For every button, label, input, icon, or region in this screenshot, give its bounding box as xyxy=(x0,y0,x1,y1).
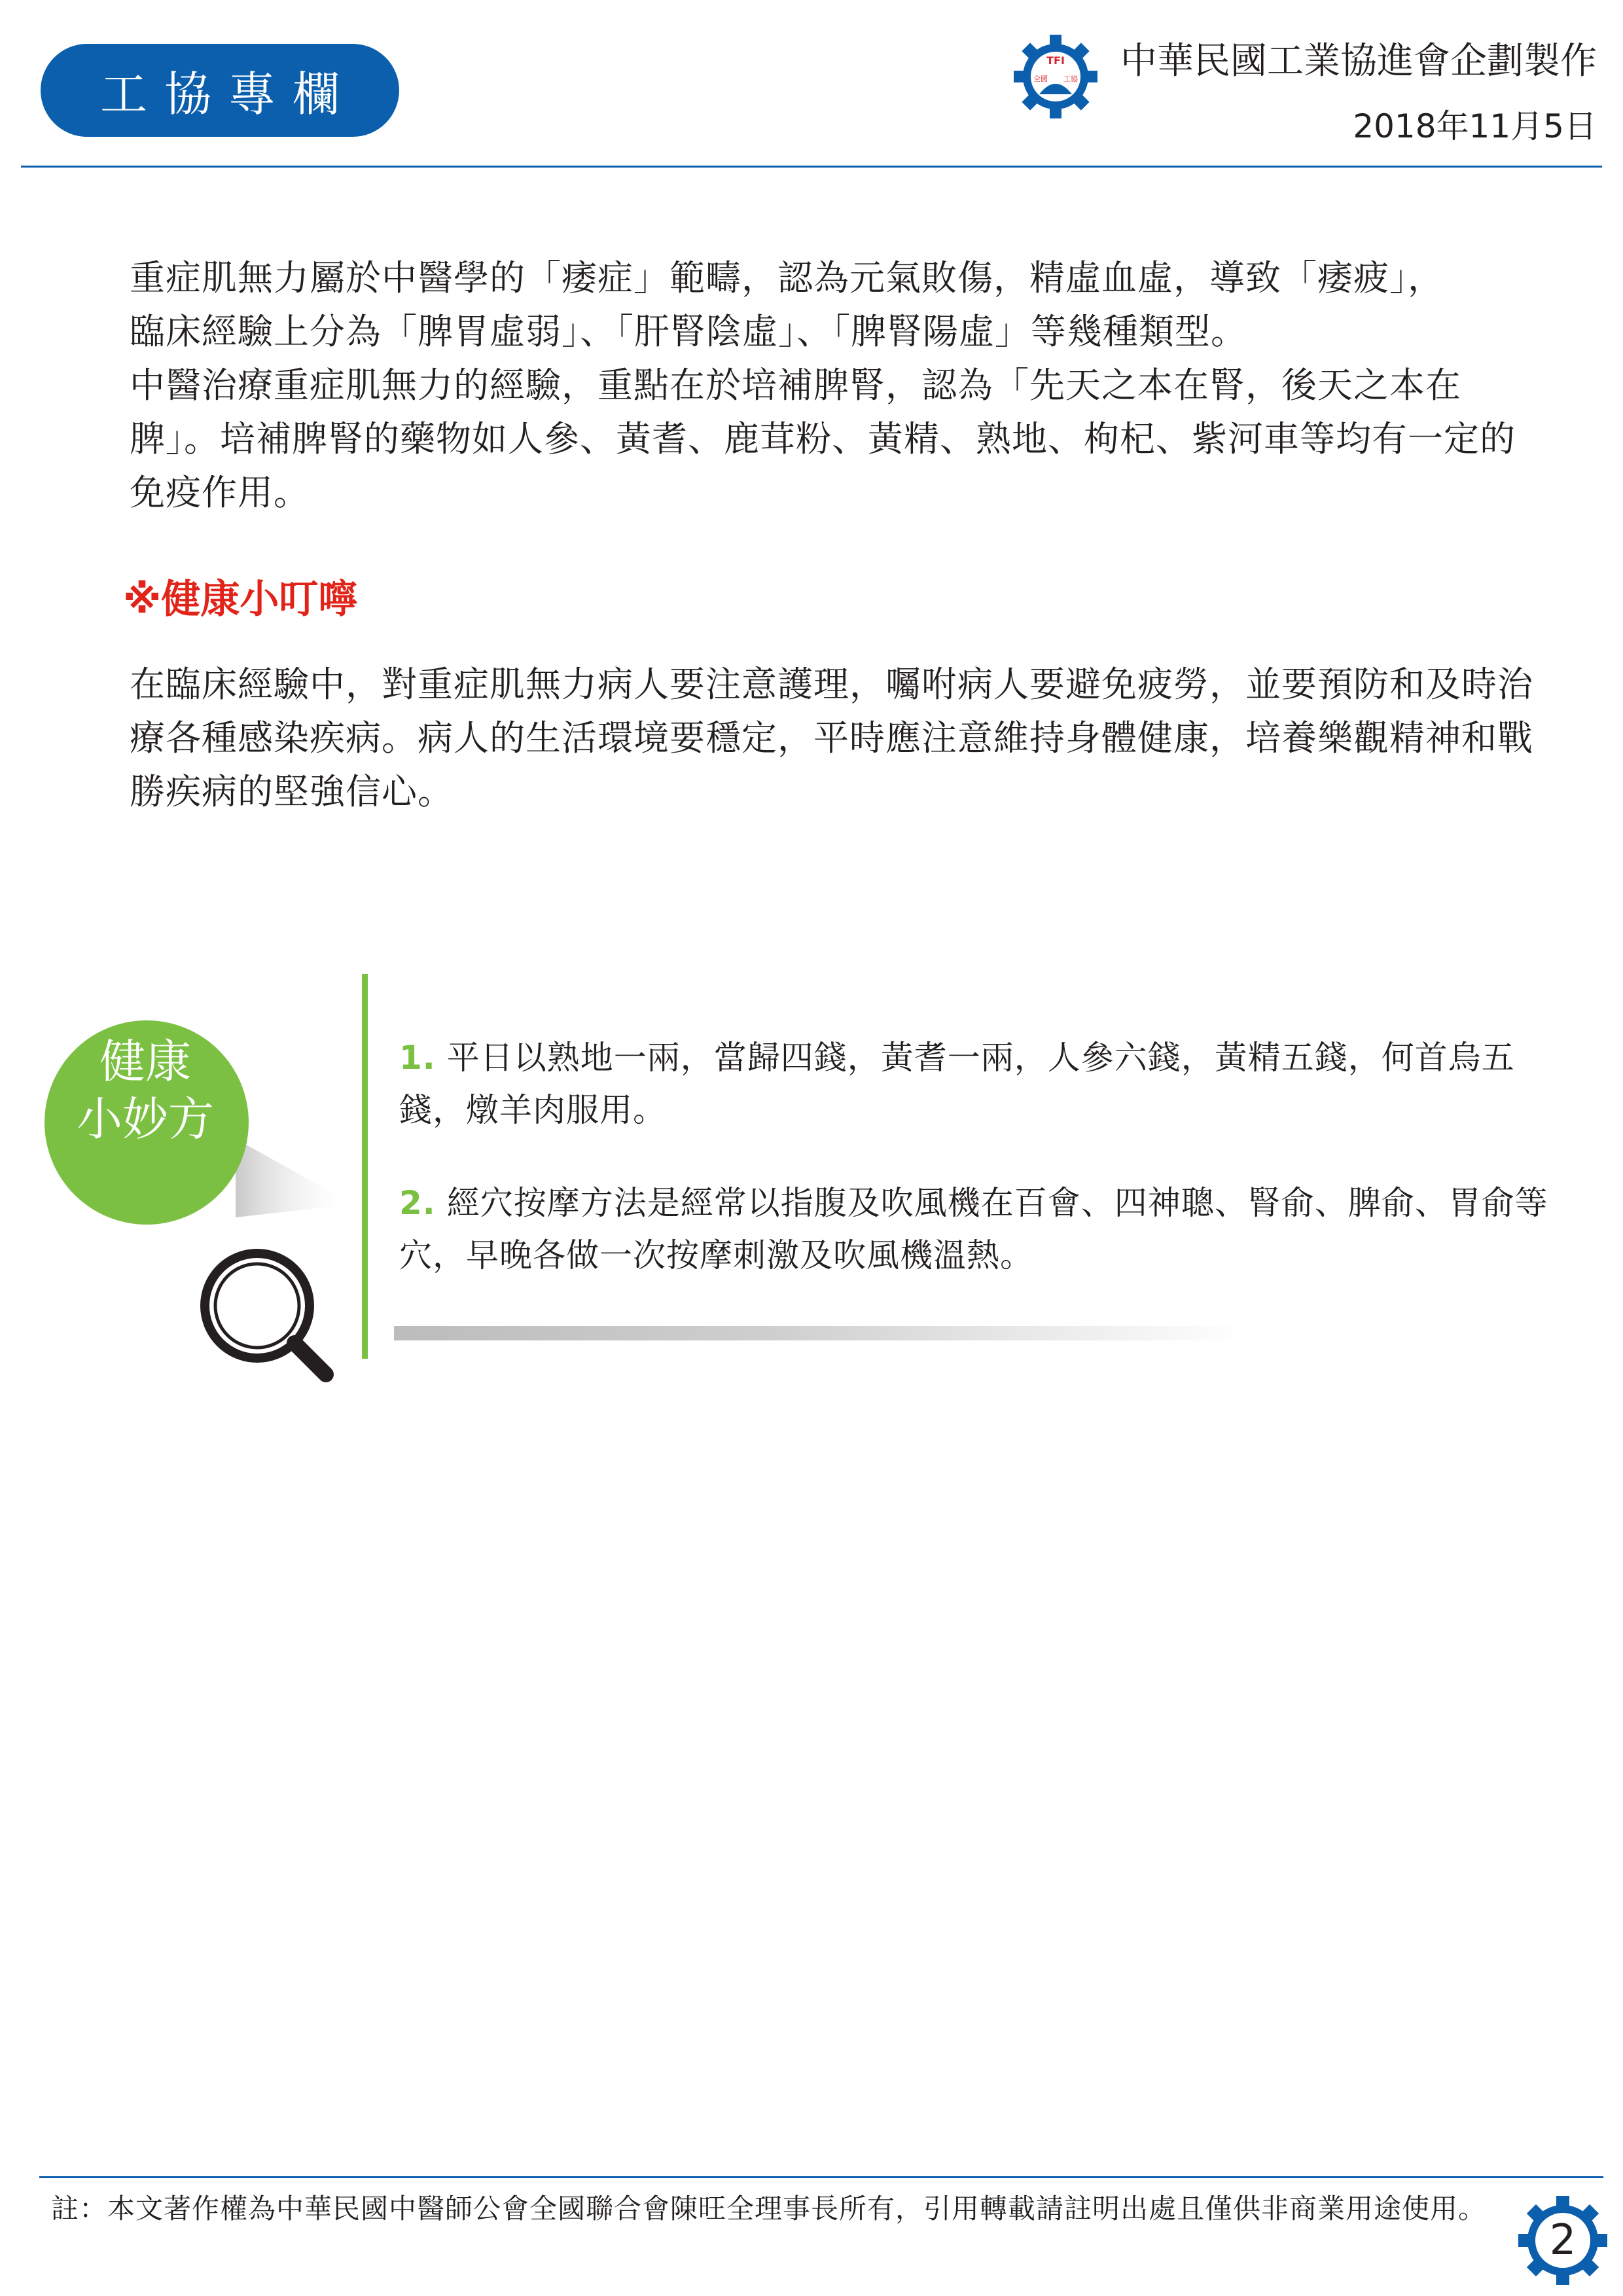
paragraph-1-line-1: 重症肌無力屬於中醫學的「痿症」範疇，認為元氣敗傷，精虛血虛，導致「痿疲」， xyxy=(130,257,1444,298)
column-badge xyxy=(41,44,399,137)
remedy-item xyxy=(399,1031,1551,1136)
health-tip-heading: ※健康小叮嚀 xyxy=(123,577,358,622)
header-rule xyxy=(21,166,1602,168)
paragraph-2: 中醫治療重症肌無力的經驗，重點在於培補脾腎，認為「先天之本在腎，後天之本在脾」。培補脾腎的藥物如人參、黃耆、鹿茸粉、黃精、熟地、枸杞、紫河車等均有一定的免疫作用。 xyxy=(130,365,1516,513)
org-name: 中華民國工業協進會企劃製作 xyxy=(1120,40,1597,82)
remedy-label-line-1: 健康 xyxy=(99,1035,191,1088)
remedy-label xyxy=(51,1033,240,1177)
logo-text-left: 全國 xyxy=(1033,75,1048,83)
gear-logo-icon xyxy=(1013,34,1098,119)
remedy-item xyxy=(399,1177,1551,1282)
remedy-label-line-2: 小妙方 xyxy=(77,1092,214,1146)
remedy-item-number: 2. xyxy=(399,1184,436,1222)
paragraph-1-line-2: 臨床經驗上分為「脾胃虛弱」、「肝腎陰虛」、「脾腎陽虛」等幾種類型。 xyxy=(130,311,1247,352)
remedy-underline xyxy=(394,1326,1245,1340)
copyright-note: 註：本文著作權為中華民國中醫師公會全國聯合會陳旺全理事長所有，引用轉載請註明出處且僅供非商業用途使用。 xyxy=(51,2193,1487,2225)
remedy-item-number: 1. xyxy=(399,1039,436,1077)
paragraph-1 xyxy=(130,251,1537,359)
remedy-divider xyxy=(362,974,368,1359)
footer-rule xyxy=(39,2176,1603,2178)
logo-text-top: TFI xyxy=(1046,54,1065,67)
page-number: 2 xyxy=(1549,2216,1577,2265)
publish-date: 2018年11月5日 xyxy=(1353,107,1597,145)
logo-text-right: 工協 xyxy=(1063,75,1078,83)
column-label: 工協專欄 xyxy=(99,67,357,122)
remedy-item-text: 平日以熟地一兩，當歸四錢，黃耆一兩，人參六錢，黃精五錢，何首烏五錢，燉羊肉服用。 xyxy=(399,1039,1515,1129)
remedy-item-text: 經穴按摩方法是經常以指腹及吹風機在百會、四神聰、腎俞、脾俞、胃俞等穴，早晚各做一次按摩刺激及吹風機溫熱。 xyxy=(399,1184,1548,1274)
paragraph-3: 在臨床經驗中，對重症肌無力病人要注意護理，囑咐病人要避免疲勞，並要預防和及時治療各種感染疾病。病人的生活環境要穩定，平時應注意維持身體健康，培養樂觀精神和戰勝疾病的堅強信心。 xyxy=(130,664,1533,812)
